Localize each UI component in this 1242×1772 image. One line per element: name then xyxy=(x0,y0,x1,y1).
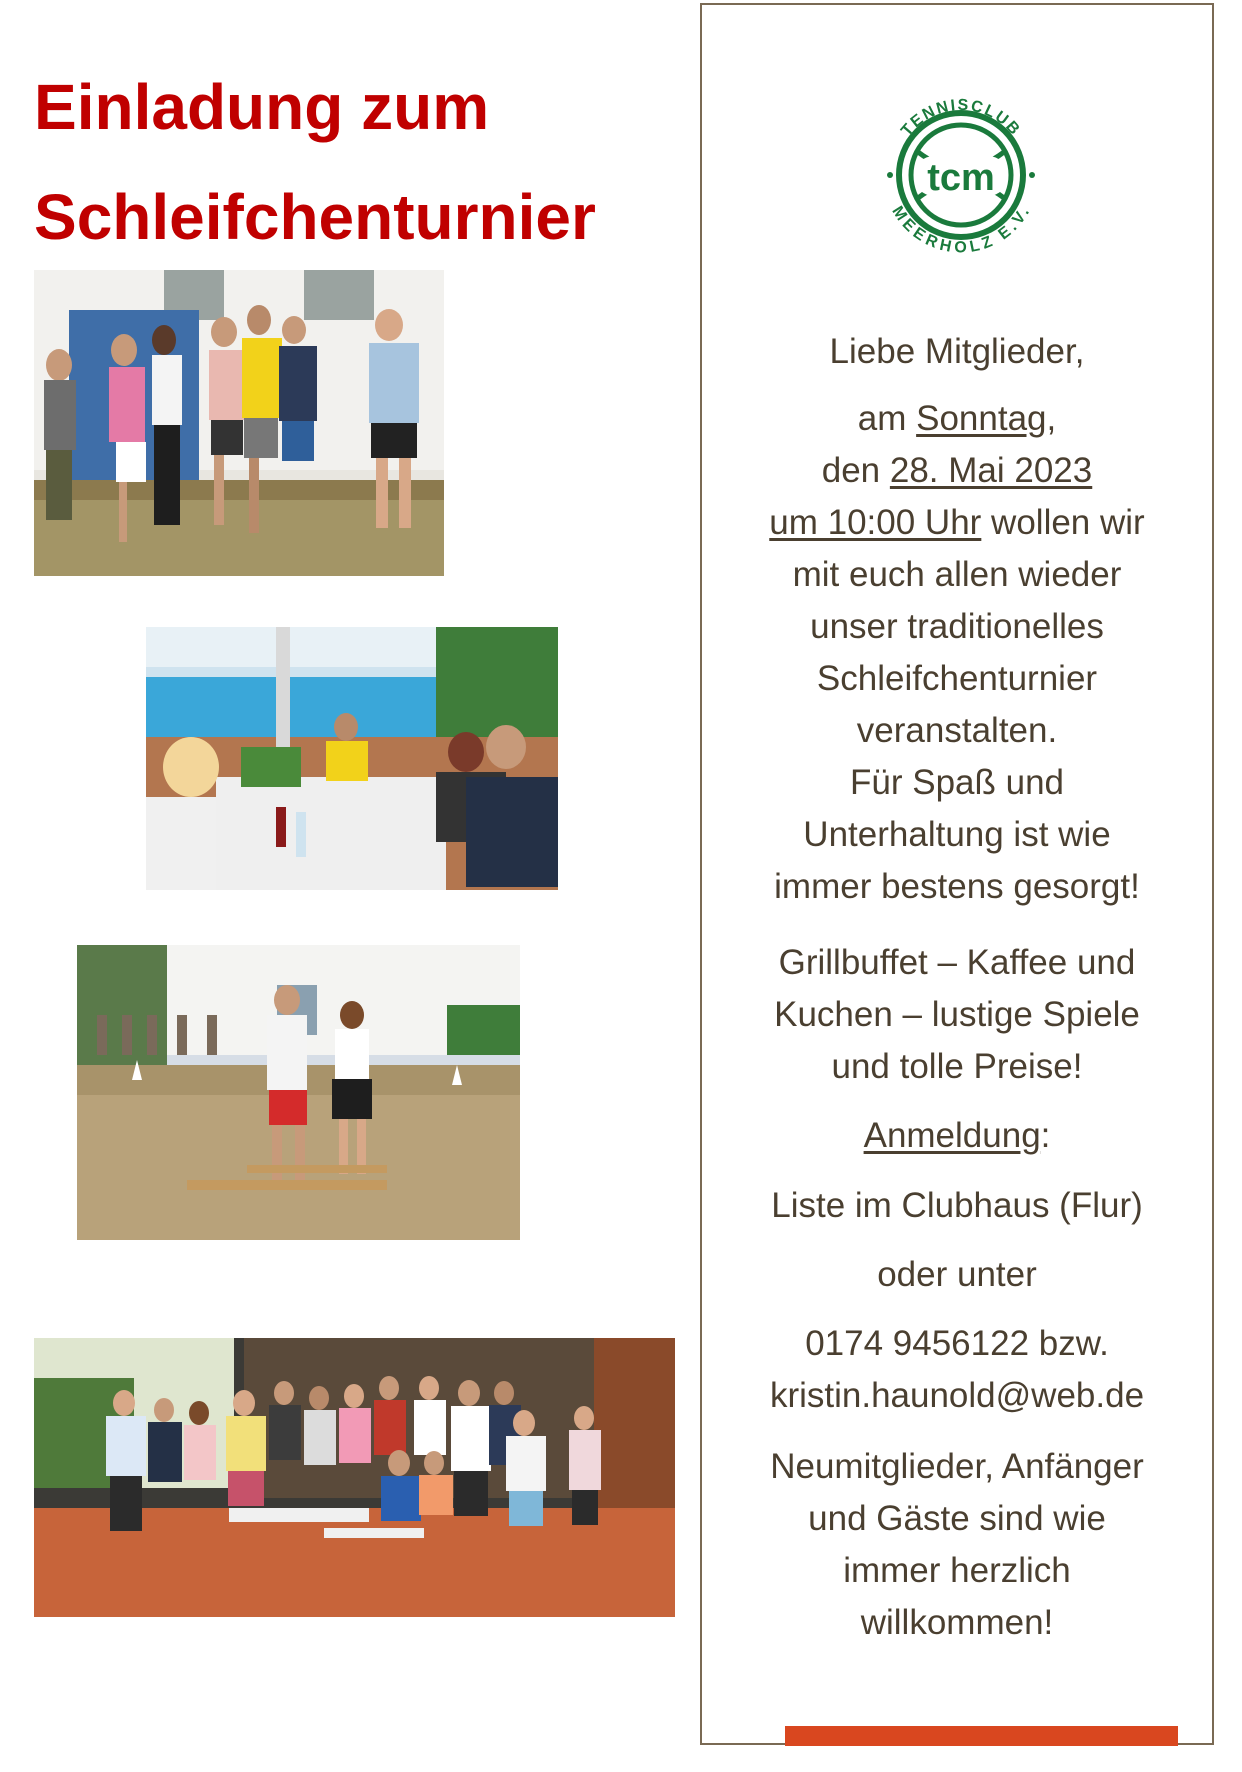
registration-contact xyxy=(704,1318,1210,1422)
event-date: 28. Mai 2023 xyxy=(889,451,1093,490)
logo-top-text: TENNISCLUB xyxy=(898,96,1024,140)
title-line-1: Einladung zum xyxy=(34,71,490,143)
club-logo xyxy=(866,80,1056,270)
title-line-2: Schleifchenturnier xyxy=(34,181,596,253)
registration-list: Liste im Clubhaus (Flur) xyxy=(771,1186,1143,1225)
photo-group-court xyxy=(34,1338,675,1617)
time-line: um 10:00 Uhr wollen wir xyxy=(769,503,1145,542)
registration-or: oder unter xyxy=(877,1255,1037,1294)
page-title xyxy=(34,52,674,272)
weekday: Sonntag xyxy=(916,399,1047,438)
photo-table-gathering xyxy=(146,627,558,890)
date-line-2: den 28. Mai 2023 xyxy=(821,451,1093,490)
photo-lawn-game xyxy=(77,945,520,1240)
registration-heading: Anmeldung: xyxy=(863,1116,1051,1155)
event-time: um 10:00 Uhr xyxy=(769,503,982,542)
date-line: am Sonntag, xyxy=(857,399,1057,438)
photo-group-clubhouse xyxy=(34,270,444,576)
phone-number: 0174 9456122 bzw. xyxy=(805,1324,1109,1363)
email-link[interactable]: kristin.haunold@web.de xyxy=(769,1376,1145,1415)
logo-center-text: tcm xyxy=(927,157,995,199)
greeting: Liebe Mitglieder, xyxy=(829,332,1085,371)
logo-bottom-text: MEERHOLZ E.V. xyxy=(888,203,1034,257)
program-text: Grillbuffet – Kaffee und Kuchen – lustige Spiele und tolle Preise! xyxy=(774,943,1140,1086)
welcome-text: Neumitglieder, Anfänger und Gäste sind wie immer herzlich willkommen! xyxy=(770,1447,1144,1642)
accent-bar xyxy=(785,1726,1178,1746)
invitation-body: am Sonntag, den 28. Mai 2023 um 10:00 Uhr wollen wir mit euch allen wieder unser traditionelles Schleifchenturnier veranstalten. Für Spaß und Unterhaltung ist wie immer bestens gesorgt! xyxy=(704,393,1210,913)
